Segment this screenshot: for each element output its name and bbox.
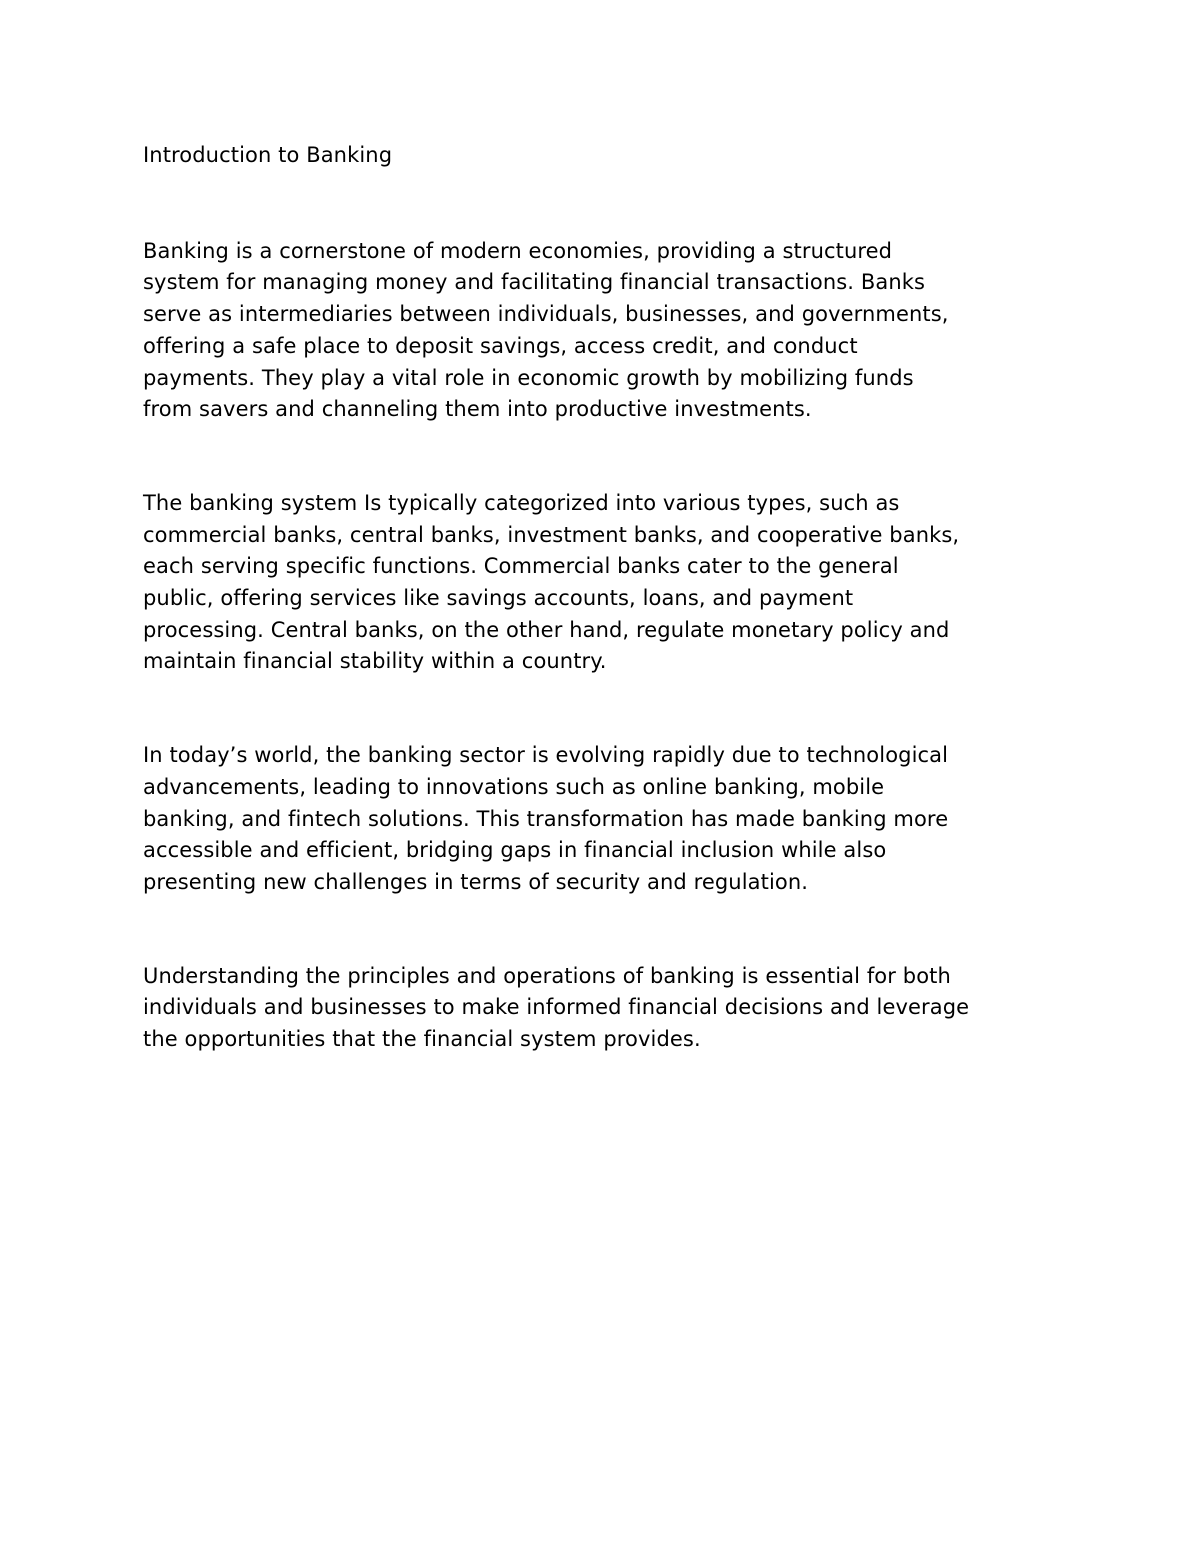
paragraph-line: advancements, leading to innovations such as online banking, mobile (143, 774, 885, 799)
paragraph-line: Banking is a cornerstone of modern economies, providing a structured (143, 238, 893, 263)
paragraph-banking-types (143, 488, 1073, 678)
paragraph-line: processing. Central banks, on the other hand, regulate monetary policy and (143, 617, 950, 642)
paragraph-line: offering a safe place to deposit savings, access credit, and conduct (143, 333, 858, 358)
paragraph-line: banking, and fintech solutions. This transformation has made banking more (143, 806, 949, 831)
paragraph-conclusion (143, 961, 1073, 1056)
paragraph-line: commercial banks, central banks, investment banks, and cooperative banks, (143, 522, 960, 547)
document-title: Introduction to Banking (143, 143, 393, 167)
paragraph-line: maintain financial stability within a country. (143, 649, 607, 674)
paragraph-line: In today’s world, the banking sector is evolving rapidly due to technological (143, 743, 949, 768)
paragraph-line: individuals and businesses to make informed financial decisions and leverage (143, 995, 970, 1020)
paragraph-line: payments. They play a vital role in economic growth by mobilizing funds (143, 365, 914, 390)
paragraph-line: presenting new challenges in terms of security and regulation. (143, 869, 809, 894)
paragraph-line: serve as intermediaries between individuals, businesses, and governments, (143, 302, 949, 327)
document-body (143, 140, 1073, 1056)
paragraph-line: from savers and channeling them into productive investments. (143, 397, 812, 422)
paragraph-line: the opportunities that the financial system provides. (143, 1027, 701, 1052)
paragraph-line: each serving specific functions. Commercial banks cater to the general (143, 554, 899, 579)
paragraph-line: accessible and efficient, bridging gaps in financial inclusion while also (143, 838, 887, 863)
paragraph-line: The banking system Is typically categorized into various types, such as (143, 490, 900, 515)
paragraph-line: public, offering services like savings accounts, loans, and payment (143, 586, 854, 611)
paragraph-intro (143, 236, 1073, 426)
paragraph-modern-banking (143, 740, 1073, 899)
paragraph-line: system for managing money and facilitating financial transactions. Banks (143, 270, 926, 295)
paragraph-line: Understanding the principles and operations of banking is essential for both (143, 963, 951, 988)
